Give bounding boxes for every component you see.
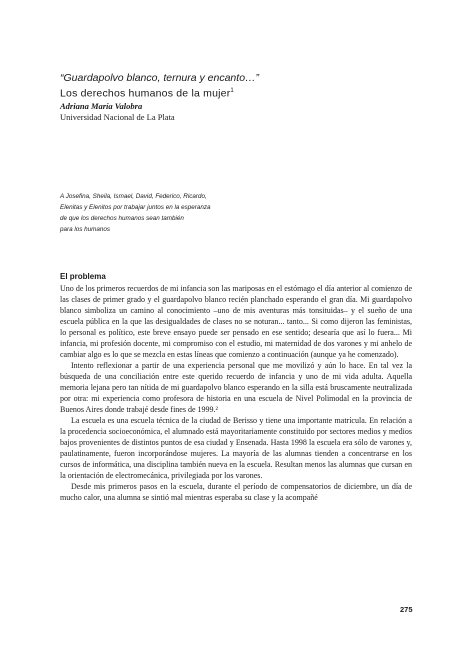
body-paragraph: Desde mis primeros pasos en la escuela, durante el período de compensatorios de diciembre, un día de mucho calor, una alumna se sintió mal mientras esperaba su clase y la acompañé [60, 482, 412, 502]
dedication-line: de que los derechos humanos sean también [60, 215, 184, 222]
dedication-line: A Josefina, Sheila, Ismael, David, Federico, Ricardo, [60, 193, 207, 200]
footnote-marker: 1 [230, 88, 234, 94]
article-title: “Guardapolvo blanco, ternura y encanto…” [60, 72, 260, 84]
page-number: 275 [400, 605, 413, 614]
body-paragraph: La escuela es una escuela técnica de la ciudad de Berisso y tiene una importante matrícula. En relación a la procedencia socioeconómica, el alumnado está mayoritariamente constituido por sectores medios y medios bajos provenientes de distintos puntos de esa ciudad y Ensenada. Hasta 1998 la escuela era sólo de varones y, paulatinamente, fueron incorporándose mujeres. La mayoría de las alumnas tienden a concentrarse en los cursos de informática, una disciplina también nueva en la escuela. Resultan menos las alumnas que cursan en la orientación de electromecánica, privilegiada por los varones. [60, 416, 412, 480]
dedication-line: para los humanos [60, 226, 111, 233]
article-subtitle [60, 85, 420, 101]
section-heading: El problema [60, 272, 106, 281]
author-name: Adriana María Valobra [60, 100, 143, 111]
body-paragraph: Intento reflexionar a partir de una experiencia personal que me movilizó y aún lo hace. En tal vez la búsqueda de una conciliación entre este querido recuerdo de infancia y uno de mi vida adulta. Aquella memoria lejana pero tan nítida de mi guardapolvo blanco esperando en la silla está bruscamente neutralizada por otra: mi experiencia como profesora de historia en una escuela de Nivel Polimodal en la provincia de Buenos Aires donde trabajé desde fines de 1999.² [60, 361, 412, 414]
article-subtitle-text: Los derechos humanos de la mujer [60, 87, 231, 100]
dedication [60, 191, 300, 235]
dedication-line: Elenitas y Elenitos por trabajar juntos en la esperanza [60, 204, 211, 211]
body-paragraph: Uno de los primeros recuerdos de mi infancia son las mariposas en el estómago el día anterior al comienzo de las clases de primer grado y el guardapolvo blanco recién planchado esperando el gran día. Mi guardapolvo blanco simboliza un camino al conocimiento –uno de mis aventuras más tonsituidas– y el sueño de una escuela pública en la que las desigualdades de clases no se noturan... tanto... Si como dijeron las feministas, lo personal es político, este breve ensayo puede ser pensado en ese sentido; desearía que así lo fuera... Mi infancia, mi profesión docente, mi compromiso con el estudio, mi maternidad de dos varones y mi anhelo de cambiar algo es lo que se mezcla en estas líneas que comienzo a continuación (aunque ya he comenzado). [60, 284, 412, 359]
article-body [60, 271, 412, 503]
author-affiliation: Universidad Nacional de La Plata [60, 111, 175, 122]
article-header [60, 72, 420, 123]
